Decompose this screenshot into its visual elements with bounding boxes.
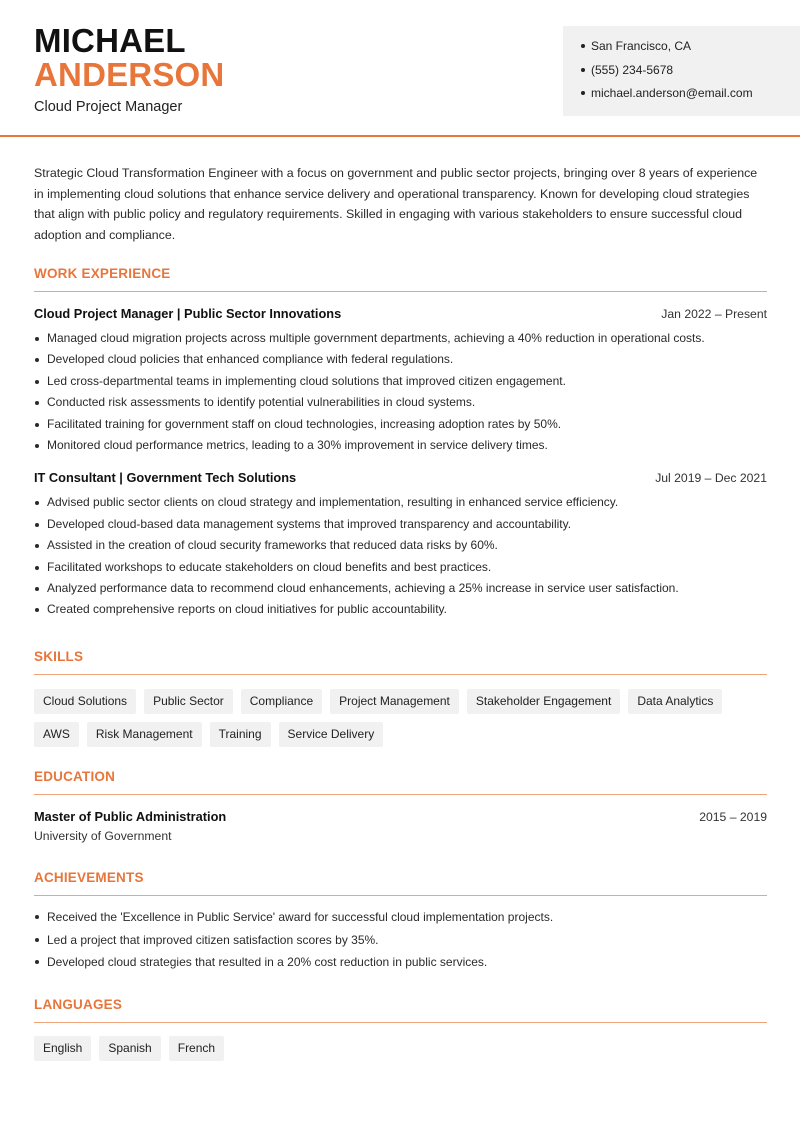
job-role: Cloud Project Manager | Public Sector Innovations (34, 306, 342, 321)
language-tag: French (169, 1036, 224, 1061)
skills-section (34, 649, 767, 747)
education-entry (34, 809, 767, 843)
education-school: University of Government (34, 829, 172, 843)
list-item: Assisted in the creation of cloud security frameworks that reduced data risks by 60%. (34, 535, 767, 556)
job-entry (34, 470, 767, 620)
section-title-skills: SKILLS (34, 649, 767, 675)
skill-tag: Stakeholder Engagement (467, 689, 620, 714)
job-date: Jul 2019 – Dec 2021 (655, 471, 767, 486)
resume-header (0, 0, 800, 137)
list-item: Developed cloud-based data management systems that improved transparency and accountability. (34, 514, 767, 535)
job-role: IT Consultant | Government Tech Solutions (34, 470, 297, 486)
skill-tag: Data Analytics (628, 689, 722, 714)
list-item: Conducted risk assessments to identify potential vulnerabilities in cloud systems. (34, 392, 767, 413)
education-date: 2015 – 2019 (699, 810, 767, 824)
skill-tag: Risk Management (87, 722, 202, 747)
section-title-achievements: ACHIEVEMENTS (34, 870, 767, 896)
job-bullets (34, 328, 767, 456)
skill-tag: Cloud Solutions (34, 689, 136, 714)
list-item: Received the 'Excellence in Public Service' award for successful cloud implementation projects. (34, 906, 767, 929)
job-date: Jan 2022 – Present (661, 307, 767, 321)
list-item: Managed cloud migration projects across multiple government departments, achieving a 40% reduction in operational costs. (34, 328, 767, 349)
education-degree: Master of Public Administration (34, 809, 227, 824)
section-title-education: EDUCATION (34, 769, 767, 795)
contact-location: San Francisco, CA (581, 38, 800, 62)
list-item: Developed cloud policies that enhanced compliance with federal regulations. (34, 349, 767, 370)
languages-section (34, 997, 767, 1061)
language-tag: Spanish (99, 1036, 160, 1061)
list-item: Led cross-departmental teams in implementing cloud solutions that improved citizen engagement. (34, 371, 767, 392)
job-bullets (34, 492, 767, 620)
skill-tag: AWS (34, 722, 79, 747)
work-experience-section (34, 266, 767, 621)
job-title: Cloud Project Manager (34, 99, 183, 115)
languages-tags (34, 1036, 767, 1061)
skill-tag: Project Management (330, 689, 459, 714)
contact-box (563, 26, 800, 116)
achievements-section (34, 870, 767, 974)
summary-section (34, 163, 767, 245)
job-entry (34, 306, 767, 456)
first-name: MICHAEL (34, 22, 186, 59)
list-item: Advised public sector clients on cloud strategy and implementation, resulting in enhanced service efficiency. (34, 492, 767, 513)
list-item: Created comprehensive reports on cloud initiatives for public accountability. (34, 599, 767, 620)
skill-tag: Training (210, 722, 271, 747)
list-item: Facilitated workshops to educate stakeholders on cloud benefits and best practices. (34, 557, 767, 578)
skills-tags (34, 689, 767, 747)
achievements-list (34, 906, 767, 974)
last-name: ANDERSON (34, 56, 225, 93)
skill-tag: Public Sector (144, 689, 233, 714)
summary-text: Strategic Cloud Transformation Engineer with a focus on government and public sector projects, bringing over 8 years of experience in implementing cloud solutions that enhance service delivery and operational transparency. Known for developing cloud strategies that align with public policy and regulatory requirements. Skilled in engaging with various stakeholders to ensure successful cloud adoption and compliance. (34, 166, 758, 242)
skill-tag: Compliance (241, 689, 322, 714)
list-item: Facilitated training for government staff on cloud technologies, increasing adoption rates by 50%. (34, 414, 767, 435)
language-tag: English (34, 1036, 91, 1061)
list-item: Monitored cloud performance metrics, leading to a 30% improvement in service delivery times. (34, 435, 767, 456)
contact-list (581, 38, 800, 109)
list-item: Developed cloud strategies that resulted in a 20% cost reduction in public services. (34, 951, 767, 974)
education-section (34, 769, 767, 843)
section-title-work: WORK EXPERIENCE (34, 266, 767, 292)
contact-phone: (555) 234-5678 (581, 62, 800, 86)
contact-email[interactable]: michael.anderson@email.com (581, 85, 800, 109)
list-item: Led a project that improved citizen satisfaction scores by 35%. (34, 929, 767, 952)
skill-tag: Service Delivery (279, 722, 384, 747)
list-item: Analyzed performance data to recommend cloud enhancements, achieving a 25% increase in service user satisfaction. (34, 578, 767, 599)
section-title-languages: LANGUAGES (34, 997, 767, 1023)
